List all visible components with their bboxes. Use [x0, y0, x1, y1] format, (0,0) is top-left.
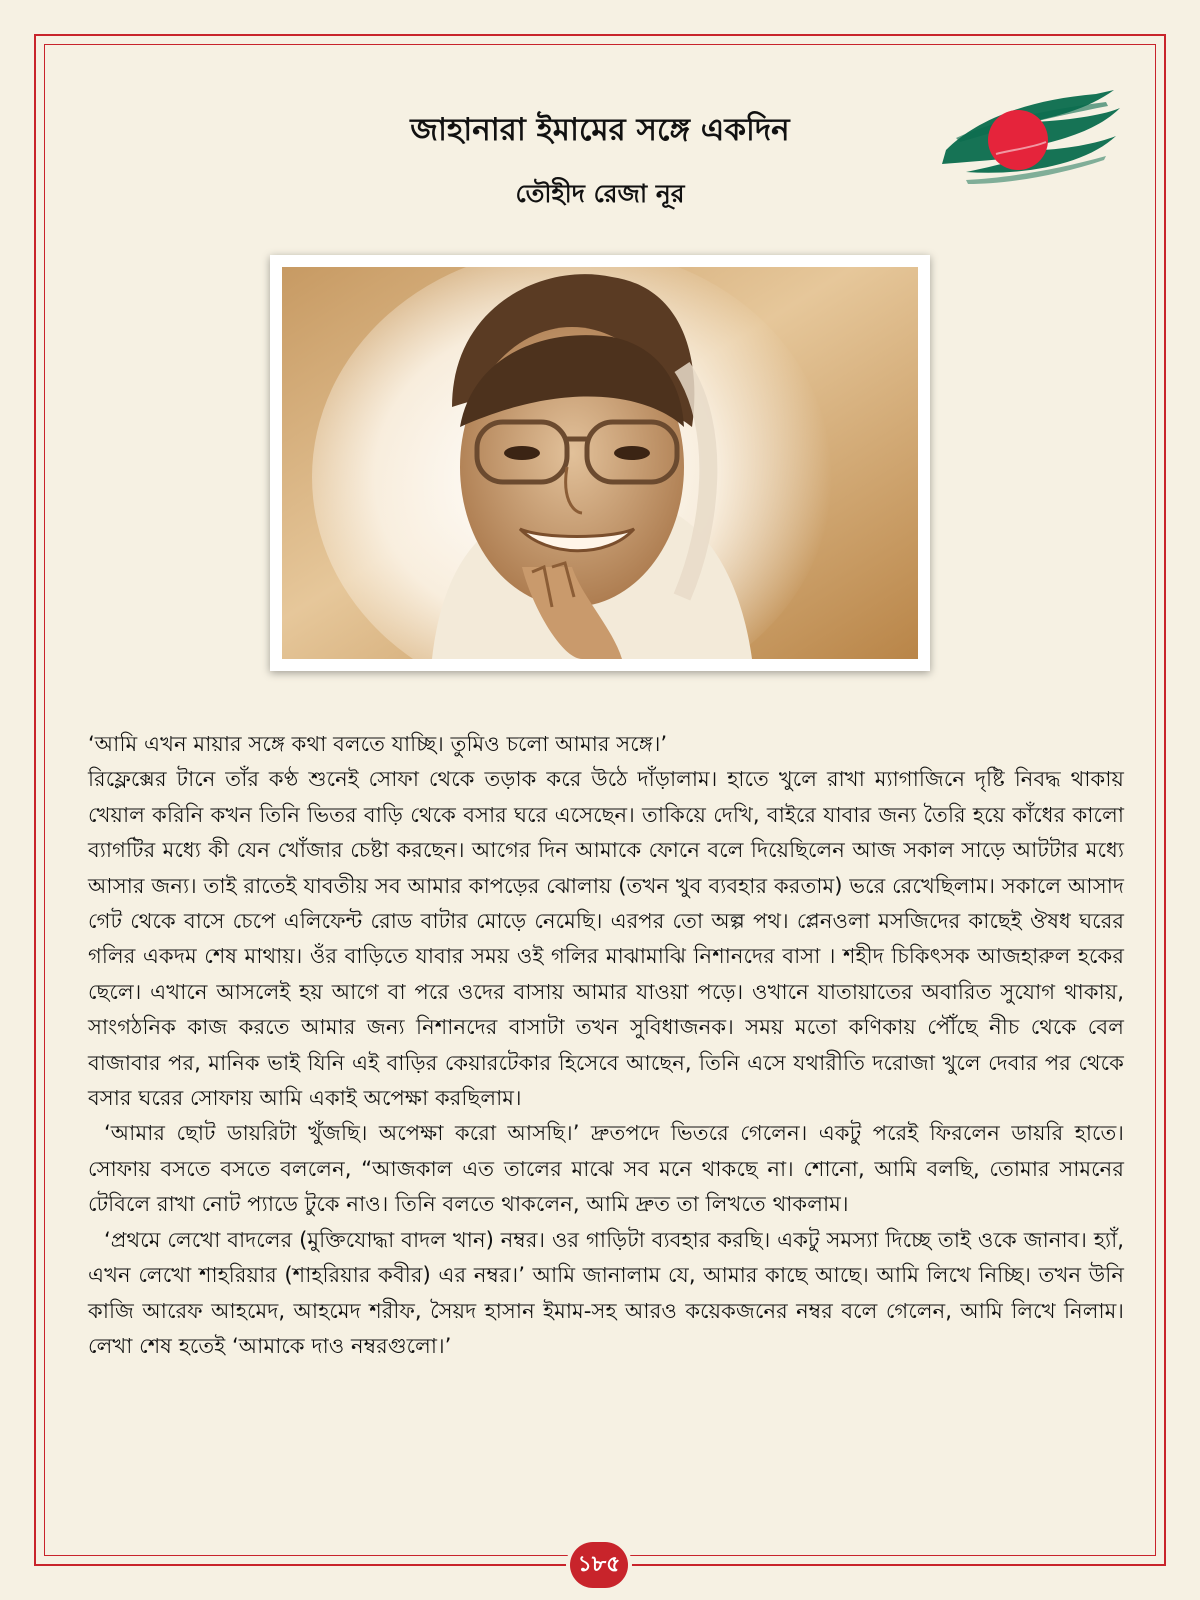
portrait-photo-frame — [270, 255, 930, 671]
paragraph: ‘প্রথমে লেখো বাদলের (মুক্তিযোদ্ধা বাদল খান) নম্বর। ওর গাড়িটা ব্যবহার করছি। একটু সমস্যা দিচ্ছে তাই ওকে জানাব। হ্যাঁ, এখন লেখো শাহরিয়ার (শাহরিয়ার কবীর) এর নম্বর।’ আমি জানালাম যে, আমার কাছে আছে। আমি লিখে নিচ্ছি। তখন উনি কাজি আরেফ আহমেদ, আহমেদ শরীফ, সৈয়দ হাসান ইমাম-সহ আরও কয়েকজনের নম্বর বলে গেলেন, আমি লিখে নিলাম। লেখা শেষ হতেই ‘আমাকে দাও নম্বরগুলো।’ — [88, 1226, 1124, 1358]
paragraph: ‘আমি এখন মায়ার সঙ্গে কথা বলতে যাচ্ছি। তুমিও চলো আমার সঙ্গে।’ — [88, 731, 668, 756]
article-title: জাহানারা ইমামের সঙ্গে একদিন — [410, 112, 790, 148]
bangladesh-flag-icon — [936, 80, 1126, 190]
page-number-badge: ১৮৫ — [570, 1542, 628, 1588]
portrait-photo — [282, 267, 918, 659]
article-body — [88, 726, 1124, 1363]
paragraph: ‘আমার ছোট ডায়রিটা খুঁজছি। অপেক্ষা করো আসছি।’ দ্রুতপদে ভিতরে গেলেন। একটু পরেই ফিরলেন ডায়রি হাতে। সোফায় বসতে বসতে বললেন, “আজকাল এত তালের মাঝে সব মনে থাকছে না। শোনো, আমি বলছি, তোমার সামনের টেবিলে রাখা নোট প্যাডে টুকে নাও। তিনি বলতে থাকলেন, আমি দ্রুত তা লিখতে থাকলাম। — [88, 1120, 1124, 1217]
paragraph: রিফ্লেক্সের টানে তাঁর কণ্ঠ শুনেই সোফা থেকে তড়াক করে উঠে দাঁড়ালাম। হাতে খুলে রাখা ম্যাগাজিনে দৃষ্টি নিবদ্ধ থাকায় খেয়াল করিনি কখন তিনি ভিতর বাড়ি থেকে বসার ঘরে এসেছেন। তাকিয়ে দেখি, বাইরে যাবার জন্য তৈরি হয়ে কাঁধের কালো ব্যাগটির মধ্যে কী যেন খোঁজার চেষ্টা করছেন। আগের দিন আমাকে ফোনে বলে দিয়েছিলেন আজ সকাল সাড়ে আটটার মধ্যে আসার জন্য। তাই রাতেই যাবতীয় সব আমার কাপড়ের ঝোলায় (তখন খুব ব্যবহার করতাম) ভরে রেখেছিলাম। সকালে আসাদ গেট থেকে বাসে চেপে এলিফেন্ট রোড বাটার মোড়ে নেমেছি। এরপর তো অল্প পথ। প্লেনওলা মসজিদের কাছেই ঔষধ ঘরের গলির একদম শেষ মাথায়। ওঁর বাড়িতে যাবার সময় ওই গলির মাঝামাঝি নিশানদের বাসা । শহীদ চিকিৎসক আজহারুল হকের ছেলে। এখানে আসলেই হয় আগে বা পরে ওদের বাসায় আমার যাওয়া পড়ে। ওখানে যাতায়াতের অবারিত সুযোগ থাকায়, সাংগঠনিক কাজ করতে আমার জন্য নিশানদের বাসাটা তখন সুবিধাজনক। সময় মতো কণিকায় পৌঁছে নীচ থেকে বেল বাজাবার পর, মানিক ভাই যিনি এই বাড়ির কেয়ারটেকার হিসেবে আছেন, তিনি এসে যথারীতি দরোজা খুলে দেবার পর থেকে বসার ঘরের সোফায় আমি একাই অপেক্ষা করছিলাম। — [88, 766, 1124, 1111]
article-author: তৌহীদ রেজা নূর — [515, 179, 685, 208]
